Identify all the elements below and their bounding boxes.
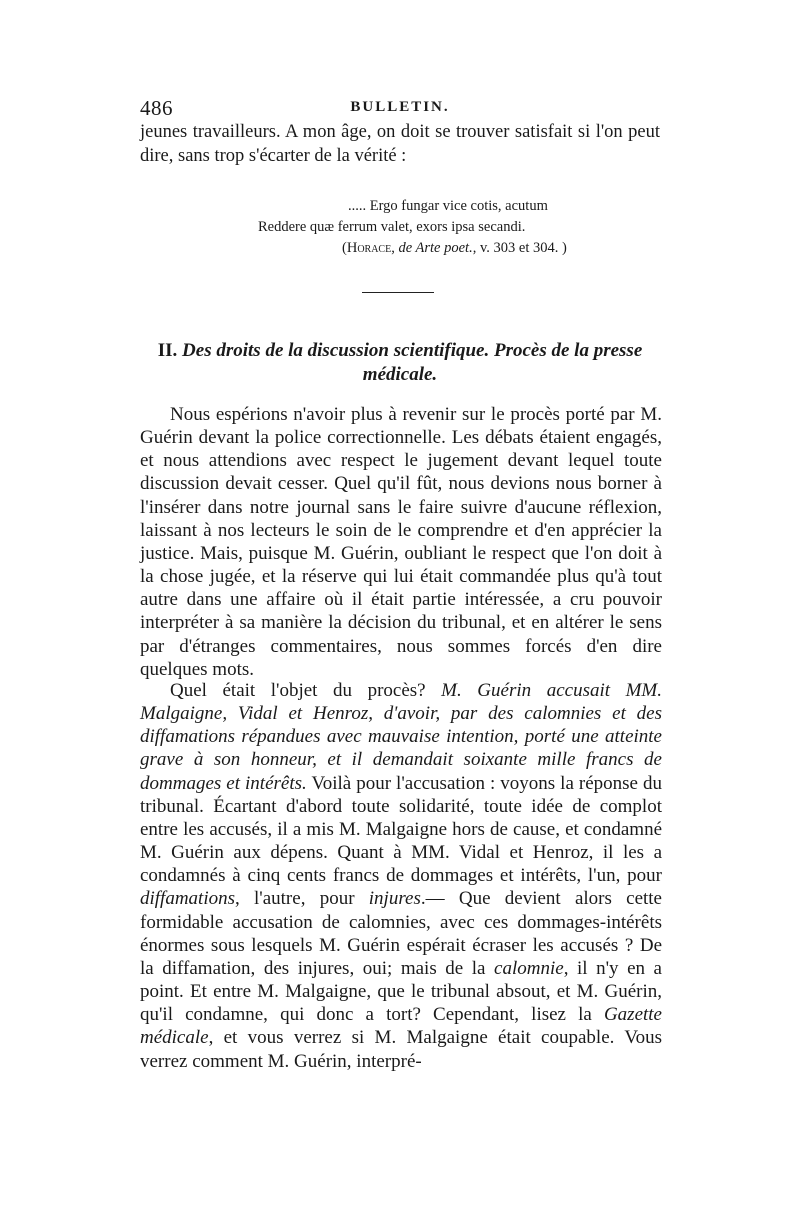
- p2-accusation: M. Guérin accusait MM. Malgaigne, Vidal et Henroz, d'avoir, par des calomnies et des diffamations répandues avec mauvaise intention, porté une atteinte grave à son honneur, et il demandait soixante mille francs de dommages et intérêts.: [140, 680, 662, 794]
- p2-text-k: , et vous verrez si M. Malgaigne était coupable. Vous verrez comment M. Guérin, interpré-: [140, 1027, 662, 1072]
- running-head: [140, 96, 660, 120]
- p2-diffamations: diffamations: [140, 888, 236, 910]
- p2-text-i: , il n'y en a point. Et entre M. Malgaigne, que le tribunal absout, et M. Guérin, qu'il condamne, qui donc a tort? Cependant, lisez la: [140, 957, 662, 1026]
- opening-paragraph: jeunes travailleurs. A mon âge, on doit se trouver satisfait si l'on peut dire, sans trop s'écarter de la vérité :: [140, 122, 660, 166]
- quote-line-1: ..... Ergo fungar vice cotis, acutum: [348, 198, 548, 214]
- p2-question: Quel était l'objet du procès?: [170, 680, 442, 701]
- citation-open: (: [342, 240, 347, 256]
- section-number: II.: [157, 340, 178, 361]
- citation-verses: , v. 303 et 304. ): [472, 240, 567, 256]
- section-heading: [140, 339, 660, 387]
- section-title: Des droits de la discussion scientifique. Procès de la presse médicale.: [182, 340, 643, 385]
- running-title: BULLETIN.: [350, 99, 450, 115]
- quote-line-2: Reddere quæ ferrum valet, exors ipsa secandi.: [258, 219, 526, 235]
- citation-separator: ,: [391, 240, 399, 256]
- p2-text-g: .— Que devient alors cette formidable accusation de calomnies, avec ces dommages-intérêts énormes sous lesquels M. Guérin espérait écraser les accusés ? De la diffamation, des injures, oui; mais de la: [140, 888, 662, 979]
- p2-verdict: Voilà pour l'accusation : voyons la réponse du tribunal. Écartant d'abord toute solidarité, toute idée de complot entre les accusés, il a mis M. Malgaigne hors de cause, et condamné M. Guérin aux dépens. Quant à MM. Vidal et Henroz, il les a condamnés à cinq cents francs de dommages et intérêts, l'un, pour: [140, 772, 662, 887]
- page-number: 486: [140, 96, 173, 120]
- citation-work: de Arte poet.: [398, 240, 473, 256]
- paragraph-1: Nous espérions n'avoir plus à revenir sur le procès porté par M. Guérin devant la police correctionnelle. Les débats étaient engagés, et nous attendions avec respect le jugement devant lequel toute discussion devait cesser. Quel qu'il fût, nous devions nous borner à l'insérer dans notre journal sans le faire suivre d'aucune réflexion, laissant à nos lecteurs le soin de le comprendre et d'en apprécier la justice. Mais, puisque M. Guérin, oubliant le respect que l'on doit à la chose jugée, et la réserve qui lui était commandée plus qu'à tout autre dans une affaire où il était partie intéressée, a cru pouvoir interpréter à sa manière la décision du tribunal, et en altérer le sens par d'étranges commentaires, nous sommes forcés d'en dire quelques mots.: [140, 404, 662, 680]
- p2-calomnie: calomnie: [494, 957, 564, 979]
- p2-injures: injures: [368, 888, 421, 910]
- p2-gazette: Gazette médicale: [140, 1004, 662, 1049]
- citation-author: Horace: [346, 240, 392, 256]
- section-divider: [362, 292, 434, 293]
- latin-quotation: [258, 196, 678, 259]
- quote-citation: [258, 238, 678, 259]
- p2-text-e: , l'autre, pour: [235, 888, 369, 910]
- paragraph-2: [140, 679, 662, 1073]
